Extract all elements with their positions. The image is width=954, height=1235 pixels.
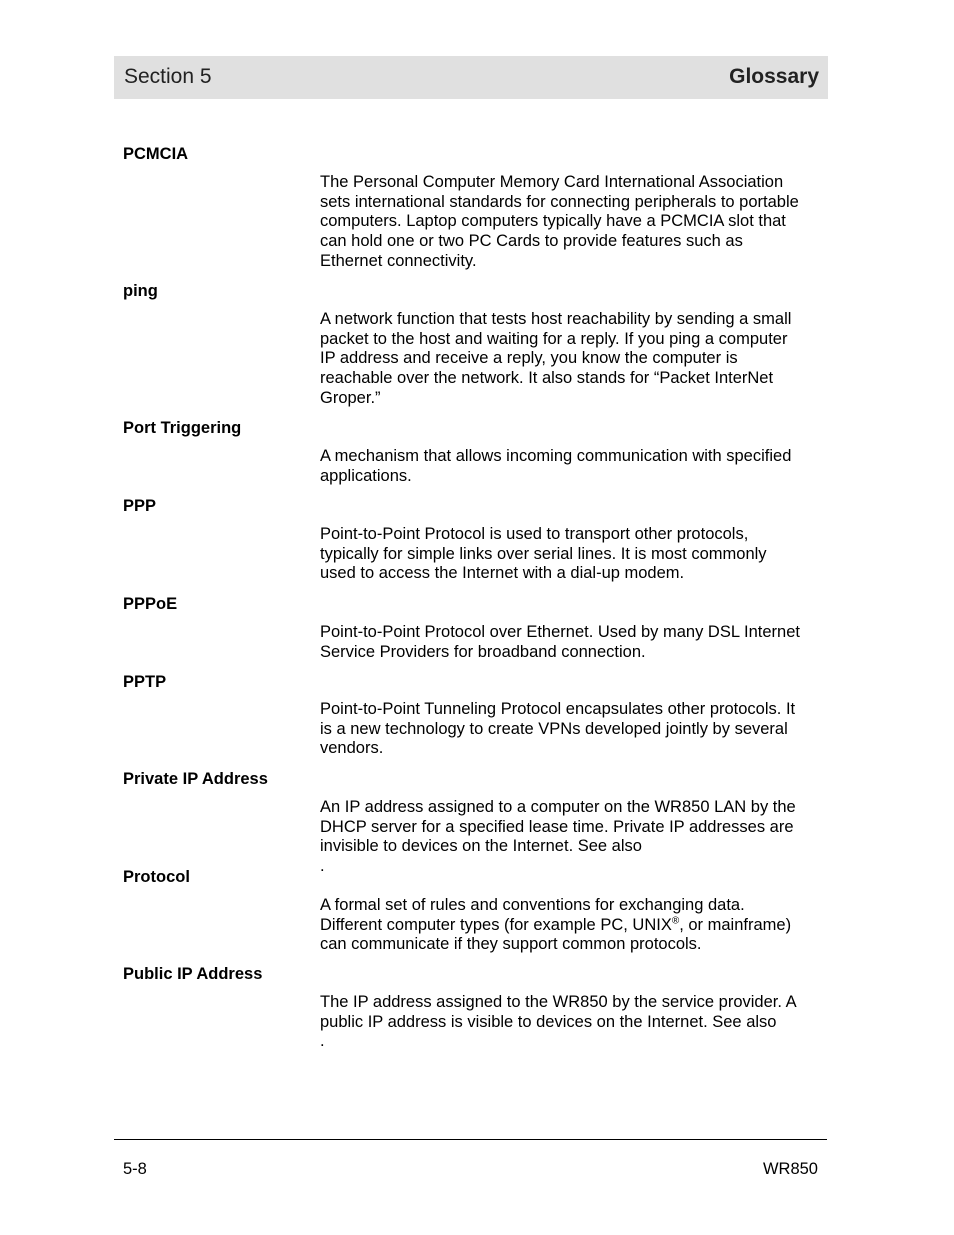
- glossary-term: Public IP Address: [123, 965, 263, 983]
- glossary-term: PCMCIA: [123, 145, 189, 163]
- glossary-definition: Point-to-Point Tunneling Protocol encapsulates other protocols. It is a new technology to create VPNs developed jointly by several vendors.: [320, 700, 796, 758]
- section-label: Section 5: [124, 65, 212, 88]
- glossary-definition: Point-to-Point Protocol is used to transport other protocols, typically for simple links over serial lines. It is most commonly used to access the Internet with a dial-up modem.: [320, 525, 767, 583]
- glossary-definition: Point-to-Point Protocol over Ethernet. Used by many DSL Internet Service Providers for broadband connection.: [320, 623, 800, 661]
- glossary-term: PPPoE: [123, 595, 178, 613]
- footer-divider: [114, 1139, 827, 1140]
- glossary-definition: An IP address assigned to a computer on the WR850 LAN by the DHCP server for a specified lease time. Private IP addresses are invisible to devices on the Internet. See also .: [320, 798, 796, 876]
- section-title: Glossary: [729, 65, 819, 88]
- product-name: WR850: [762, 1160, 818, 1178]
- glossary-term: Protocol: [123, 868, 190, 886]
- page-header: [114, 56, 828, 99]
- glossary-definition: The Personal Computer Memory Card International Association sets international standards for connecting peripherals to portable computers. Laptop computers typically have a PCMCIA slot that can hold one or two PC Cards to provide features such as Ethernet connectivity.: [320, 173, 799, 270]
- glossary-definition: A network function that tests host reachability by sending a small packet to the host and waiting for a reply. If you ping a computer IP address and receive a reply, you know the computer is reachable over the network. It also stands for “Packet InterNet Groper.”: [320, 310, 792, 407]
- glossary-term: ping: [123, 282, 158, 300]
- glossary-term: Port Triggering: [123, 419, 242, 437]
- glossary-term: PPTP: [123, 673, 167, 691]
- glossary-term: Private IP Address: [123, 770, 268, 788]
- page-number: 5-8: [123, 1160, 147, 1178]
- glossary-term: PPP: [123, 497, 157, 515]
- glossary-definition: A mechanism that allows incoming communication with specified applications.: [320, 447, 792, 485]
- glossary-definition: A formal set of rules and conventions for exchanging data. Different computer types (for example PC, UNIX®, or mainframe) can communicate if they support common protocols.: [320, 896, 792, 954]
- glossary-definition: The IP address assigned to the WR850 by the service provider. A public IP address is visible to devices on the Internet. See also .: [320, 993, 797, 1051]
